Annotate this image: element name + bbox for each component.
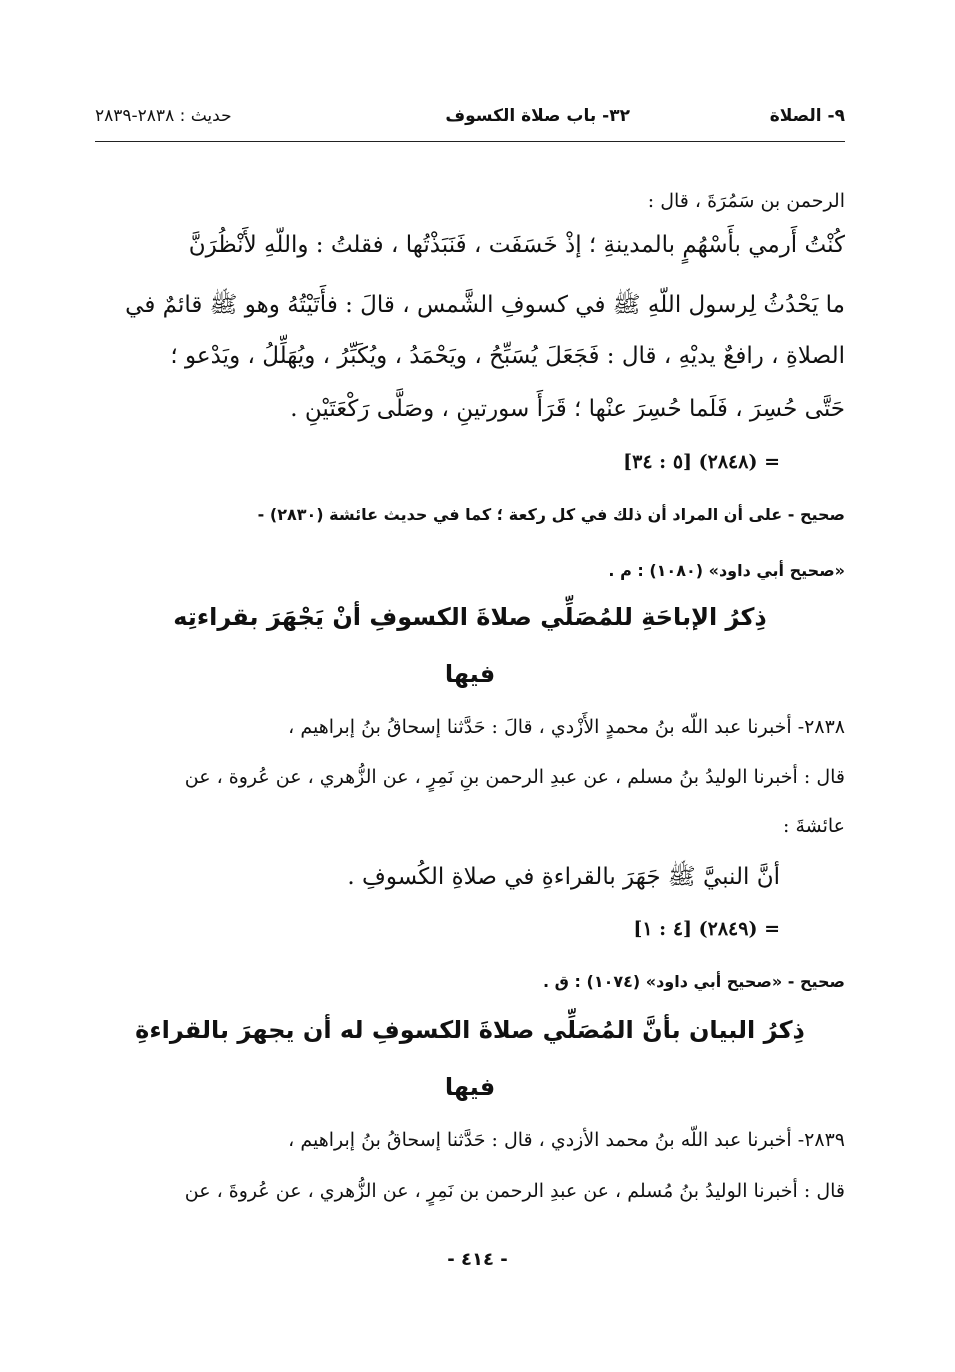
section-heading-continued: فيها xyxy=(444,1073,496,1101)
grading-line: صحيح - «صحيح أبي داود» (١٠٧٤) : ق . xyxy=(543,972,845,991)
isnad-line: قال : أخبرنا الوليدُ بنُ مسلم ، عن عبدِ الرحمن بنِ نَمِرٍ ، عن الزُّهري ، عن عُروة ، عن xyxy=(184,766,845,788)
section-heading: ذِكرُ الإباحَةِ للمُصَلِّي صلاةَ الكسوفِ أنْ يَجْهَرَ بقراءتِه xyxy=(173,603,767,631)
isnad-line: ٢٨٣٨- أخبرنا عبد اللّه بنُ محمدٍ الأَزْدي ، قالَ : حَدَّثنا إسحاقُ بنُ إبراهيم ، xyxy=(288,716,845,738)
header-divider xyxy=(95,141,845,142)
section-heading: ذِكرُ البيان بأنَّ المُصَلِّي صلاةَ الكسوفِ له أن يجهرَ بالقراءةِ xyxy=(135,1016,805,1044)
isnad-line: ٢٨٣٩- أخبرنا عبد اللّه بنُ محمد الأزدي ، قال : حَدَّثنا إسحاقُ بنُ إبراهيم ، xyxy=(288,1129,845,1151)
cross-reference: = (٢٨٤٨) [٥ : ٣٤] xyxy=(623,451,780,473)
cross-reference: = (٢٨٤٩) [٤ : ١] xyxy=(633,918,780,940)
section-heading-continued: فيها xyxy=(444,660,496,688)
header-hadith-range: حديث : ٢٨٣٨-٢٨٣٩ xyxy=(95,106,232,126)
grading-line: «صحيح أبي داود» (١٠٨٠) : م . xyxy=(608,561,845,580)
matn-line: حَتَّى حُسِرَ ، فَلَما حُسِرَ عنْها ؛ قَرَأَ سورتينِ ، وصَلَّى رَكْعَتَيْنِ . xyxy=(290,396,845,422)
header-chapter-title: ٣٢- باب صلاة الكسوف xyxy=(445,106,630,126)
matn-line: كُنْتُ أَرمي بأَسْهُمٍ بالمدينةِ ؛ إذْ خَسَفَت ، فَنَبَذْتُها ، فقلتُ : واللّهِ لأَنْظُرَنَّ xyxy=(188,232,845,258)
grading-line: صحيح - على أن المراد أن ذلك في كل ركعة ؛ كما في حديث عائشة (٢٨٣٠) - xyxy=(257,505,845,524)
isnad-line: قال : أخبرنا الوليدُ بنُ مُسلم ، عن عبدِ الرحمن بن نَمِرٍ ، عن الزُّهري ، عن عُروةَ ، عن xyxy=(184,1180,845,1202)
continuation-line: الرحمن بن سَمُرَةَ ، قال : xyxy=(647,190,845,212)
running-header xyxy=(95,100,845,136)
isnad-line: عائشةَ : xyxy=(783,815,845,837)
header-book-title: ٩- الصلاة xyxy=(769,106,845,126)
matn-line: أنَّ النبيَّ ﷺ جَهَرَ بالقراءةِ في صلاةِ الكُسوفِ . xyxy=(347,864,780,890)
matn-line: الصلاةِ ، رافعٌ يديْهِ ، قال : فَجَعَلَ يُسَبِّحُ ، ويَحْمَدُ ، ويُكَبِّرُ ، ويُهَلِّلُ ، ويَدْعو ؛ xyxy=(170,343,845,369)
page-number: - ٤١٤ - xyxy=(447,1249,508,1270)
matn-line: ما يَحْدُثُ لِرسول اللّهِ ﷺ في كسوفِ الشَّمس ، قالَ : فأَتَيْتُهُ وهو ﷺ قائمٌ في xyxy=(125,292,845,318)
